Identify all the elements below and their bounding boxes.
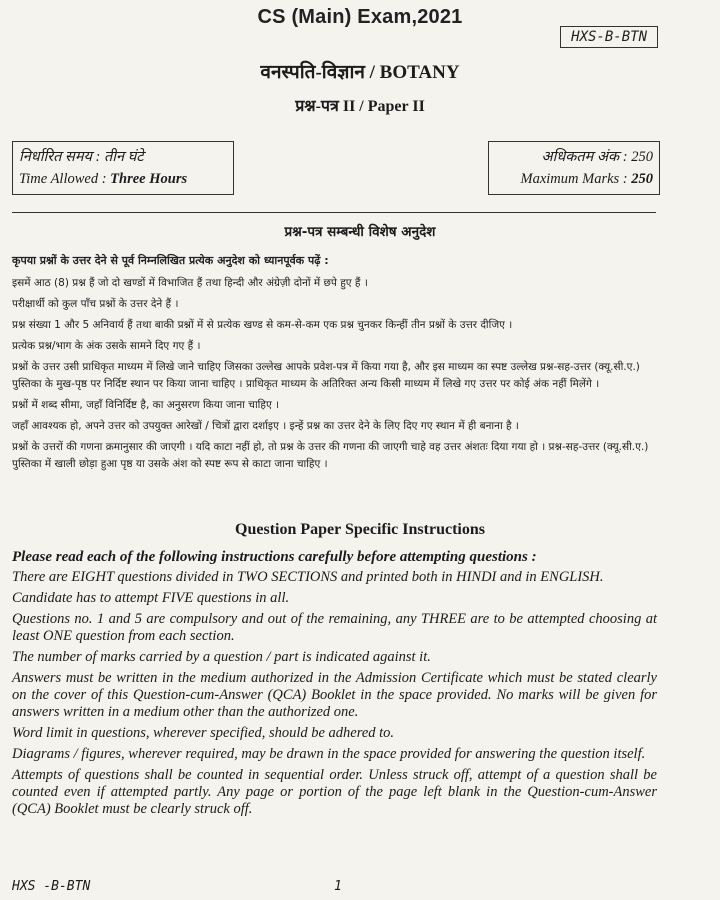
maximum-marks-label: Maximum Marks : [520, 171, 632, 187]
hindi-instruction-item: प्रश्नों में शब्द सीमा, जहाँ विनिर्दिष्ट है, का अनुसरण किया जाना चाहिए । [12, 399, 280, 411]
hindi-instruction-item: जहाँ आवश्यक हो, अपने उत्तर को उपयुक्त आरेखों / चित्रों द्वारा दर्शाइए । इन्हें प्रश्न का उत्तर देने के लिए दिए गए स्थान में ही बनाना है । [12, 420, 519, 432]
time-allowed-label: Time Allowed : [19, 171, 111, 187]
time-allowed-english [19, 168, 227, 190]
subject-title: वनस्पति-विज्ञान / BOTANY [260, 62, 460, 83]
english-instruction-item: There are EIGHT questions divided in TWO SECTIONS and printed both in HINDI and in ENGLISH. [12, 569, 604, 585]
english-instruction-item: The number of marks carried by a question / part is indicated against it. [12, 649, 431, 665]
maximum-marks-value: 250 [631, 171, 653, 187]
hindi-instructions-heading: प्रश्न-पत्र सम्बन्धी विशेष अनुदेश [284, 224, 436, 240]
hindi-instruction-item: प्रत्येक प्रश्न/भाग के अंक उसके सामने दिए गए हैं । [12, 340, 201, 352]
english-instruction-item: Attempts of questions shall be counted in sequential order. Unless struck off, attempt of a question shall be counted even if attempted partly. Any page or portion of the page left blank in the Question-cum-Answer (QCA) Booklet must be clearly struck off. [12, 767, 657, 817]
paper-code-box: HXS-B-BTN [560, 26, 658, 48]
time-allowed-box [12, 141, 234, 195]
paper-number: प्रश्न-पत्र II / Paper II [295, 98, 425, 115]
hindi-instruction-item: प्रश्नों के उत्तरों की गणना क्रमानुसार की जाएगी । यदि काटा नहीं हो, तो प्रश्न के उत्तर की गणना की जाएगी चाहे वह उत्तर अंशतः दिया गया हो । प्रश्न-सह-उत्तर (क्यू.सी.ए.) पुस्तिका में खाली छोड़ा हुआ पृष्ठ या उसके अंश को स्पष्ट रूप से काटा जाना चाहिए । [12, 441, 649, 470]
page-number: 1 [334, 879, 342, 894]
english-instruction-item: Questions no. 1 and 5 are compulsory and out of the remaining, any THREE are to be attempted choosing at least ONE question from each section. [12, 611, 657, 644]
maximum-marks-box [488, 141, 660, 195]
hindi-instructions-intro: कृपया प्रश्नों के उत्तर देने से पूर्व निम्नलिखित प्रत्येक अनुदेश को ध्यानपूर्वक पढ़ें : [12, 254, 329, 267]
hindi-instruction-item: इसमें आठ (8) प्रश्न हैं जो दो खण्डों में विभाजित हैं तथा हिन्दी और अंग्रेज़ी दोनों में छपे हुए हैं । [12, 277, 368, 289]
exam-title: CS (Main) Exam,2021 [257, 6, 463, 28]
english-instruction-item: Diagrams / figures, wherever required, may be drawn in the space provided for answering the question itself. [12, 746, 646, 762]
english-instructions [12, 549, 657, 822]
hindi-instruction-item: प्रश्नों के उत्तर उसी प्राधिकृत माध्यम में लिखे जाने चाहिए जिसका उल्लेख आपके प्रवेश-पत्र में किया गया है, और इस माध्यम का स्पष्ट उल्लेख प्रश्न-सह-उत्तर (क्यू.सी.ए.) पुस्तिका के मुख-पृष्ठ पर निर्दिष्ट स्थान पर किया जाना चाहिए । प्राधिकृत माध्यम के अतिरिक्त अन्य किसी माध्यम में लिखे गए उत्तर पर कोई अंक नहीं मिलेंगे । [12, 361, 640, 390]
english-instruction-item: Word limit in questions, wherever specified, should be adhered to. [12, 725, 395, 741]
hindi-instruction-item: परीक्षार्थी को कुल पाँच प्रश्नों के उत्तर देने हैं । [12, 298, 179, 310]
english-instructions-intro: Please read each of the following instructions carefully before attempting questions : [12, 549, 537, 565]
english-instruction-item: Answers must be written in the medium authorized in the Admission Certificate which must be stated clearly on the cover of this Question-cum-Answer (QCA) Booklet in the space provided. No marks will be given for answers written in a medium other than the authorized one. [12, 670, 657, 720]
hindi-instructions [12, 252, 662, 477]
hindi-instruction-item: प्रश्न संख्या 1 और 5 अनिवार्य हैं तथा बाकी प्रश्नों में से प्रत्येक खण्ड से कम-से-कम एक प्रश्न चुनकर किन्हीं तीन प्रश्नों के उत्तर दीजिए । [12, 319, 513, 331]
time-allowed-value: Three Hours [110, 171, 188, 187]
maximum-marks-hindi: अधिकतम अंक : 250 [541, 149, 653, 165]
time-allowed-hindi: निर्धारित समय : तीन घंटे [19, 149, 144, 165]
english-instruction-item: Candidate has to attempt FIVE questions in all. [12, 590, 290, 606]
english-instructions-heading: Question Paper Specific Instructions [235, 521, 485, 538]
footer-paper-code: HXS -B-BTN [12, 879, 91, 894]
maximum-marks-english [495, 168, 653, 190]
divider [12, 212, 656, 213]
